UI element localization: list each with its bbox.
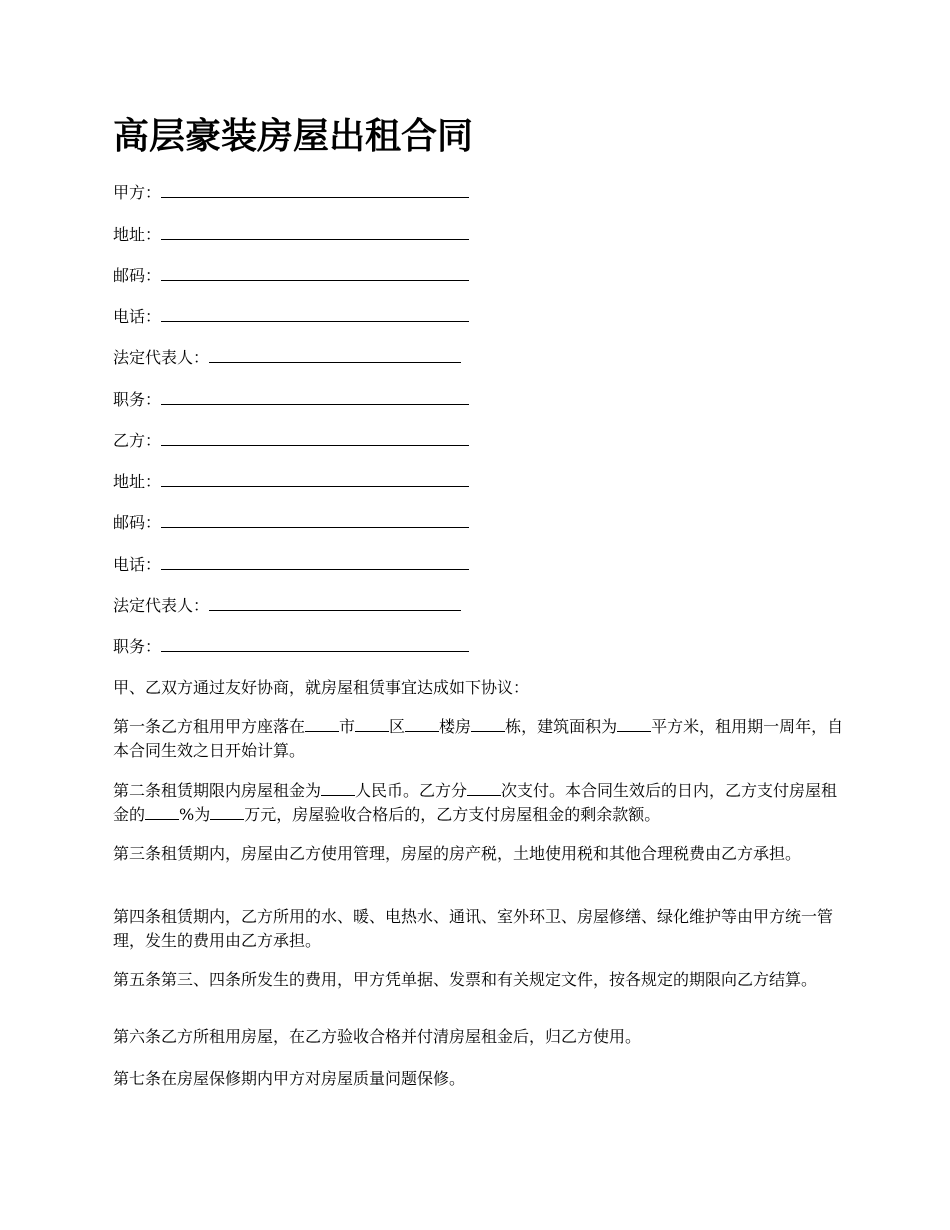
party-a-field xyxy=(113,179,469,205)
article-6: 第六条乙方所租用房屋，在乙方验收合格并付清房屋租金后，归乙方使用。 xyxy=(113,1027,642,1046)
document-title: 高层豪装房屋出租合同 xyxy=(113,115,474,157)
party-a-postcode-label: 邮码： xyxy=(113,266,162,285)
rent-blank[interactable] xyxy=(321,781,355,796)
article-1-text-1: 第一条乙方租用甲方座落在 xyxy=(113,717,306,736)
article-1 xyxy=(113,715,848,763)
party-a-legal-rep-label: 法定代表人： xyxy=(113,348,210,367)
article-2-text-5: 万元，房屋验收合格后的，乙方支付房屋租金的剩余款额。 xyxy=(244,805,661,824)
article-2-text-3: 次支付。本合同生效后的日内，乙方支付房屋租金的 xyxy=(113,781,838,824)
article-1-text-4: 楼房 xyxy=(439,717,472,736)
party-a-postcode-blank[interactable] xyxy=(161,262,469,281)
party-b-position-field xyxy=(113,633,469,659)
party-a-blank[interactable] xyxy=(161,179,469,198)
party-b-legal-rep-blank[interactable] xyxy=(209,592,461,611)
article-4: 第四条租赁期内，乙方所用的水、暖、电热水、通讯、室外环卫、房屋修缮、绿化维护等由甲方统一管理，发生的费用由乙方承担。 xyxy=(113,907,834,950)
party-a-label: 甲方： xyxy=(113,183,162,202)
party-a-postcode-field xyxy=(113,262,469,288)
building-blank[interactable] xyxy=(405,717,439,732)
party-b-blank[interactable] xyxy=(161,427,469,446)
party-a-address-blank[interactable] xyxy=(161,221,469,240)
unit-blank[interactable] xyxy=(471,717,505,732)
party-a-legal-rep-field xyxy=(113,344,461,370)
percent-blank[interactable] xyxy=(145,805,179,820)
article-3: 第三条租赁期内，房屋由乙方使用管理，房屋的房产税，土地使用税和其他合理税费由乙方承担。 xyxy=(113,844,802,863)
party-a-phone-blank[interactable] xyxy=(161,303,469,322)
party-a-address-label: 地址： xyxy=(113,225,162,244)
party-a-legal-rep-blank[interactable] xyxy=(209,344,461,363)
party-b-legal-rep-label: 法定代表人： xyxy=(113,596,210,615)
party-a-position-blank[interactable] xyxy=(161,386,469,405)
party-b-address-blank[interactable] xyxy=(161,468,469,487)
area-blank[interactable] xyxy=(617,717,651,732)
party-b-postcode-label: 邮码： xyxy=(113,513,162,532)
intro-paragraph: 甲、乙双方通过友好协商，就房屋租赁事宜达成如下协议： xyxy=(113,678,530,697)
party-b-postcode-field xyxy=(113,509,469,535)
party-a-address-field xyxy=(113,221,469,247)
party-b-address-field xyxy=(113,468,469,494)
party-b-address-label: 地址： xyxy=(113,472,162,491)
party-b-position-blank[interactable] xyxy=(161,633,469,652)
article-1-text-6: 平方米，租用期一周年，自本合同生效之日开始计算。 xyxy=(113,717,844,760)
party-b-phone-label: 电话： xyxy=(113,555,162,574)
party-b-field xyxy=(113,427,469,453)
city-blank[interactable] xyxy=(305,717,339,732)
party-a-phone-field xyxy=(113,303,469,329)
article-2-text-4: %为 xyxy=(179,805,211,824)
installments-blank[interactable] xyxy=(467,781,501,796)
party-a-position-field xyxy=(113,386,469,412)
party-b-phone-field xyxy=(113,551,469,577)
article-2 xyxy=(113,779,848,827)
party-a-phone-label: 电话： xyxy=(113,307,162,326)
party-b-phone-blank[interactable] xyxy=(161,551,469,570)
article-1-text-3: 区 xyxy=(389,717,406,736)
article-5: 第五条第三、四条所发生的费用，甲方凭单据、发票和有关规定文件，按各规定的期限向乙方结算。 xyxy=(113,970,818,989)
article-2-text-2: 人民币。乙方分 xyxy=(355,781,468,800)
article-7: 第七条在房屋保修期内甲方对房屋质量问题保修。 xyxy=(113,1069,466,1088)
article-1-text-2: 市 xyxy=(339,717,356,736)
article-1-text-5: 栋，建筑面积为 xyxy=(505,717,618,736)
party-b-postcode-blank[interactable] xyxy=(161,509,469,528)
article-2-text-1: 第二条租赁期限内房屋租金为 xyxy=(113,781,322,800)
district-blank[interactable] xyxy=(355,717,389,732)
party-b-label: 乙方： xyxy=(113,431,162,450)
amount-blank[interactable] xyxy=(210,805,244,820)
party-b-legal-rep-field xyxy=(113,592,461,618)
party-a-position-label: 职务： xyxy=(113,390,162,409)
party-b-position-label: 职务： xyxy=(113,637,162,656)
